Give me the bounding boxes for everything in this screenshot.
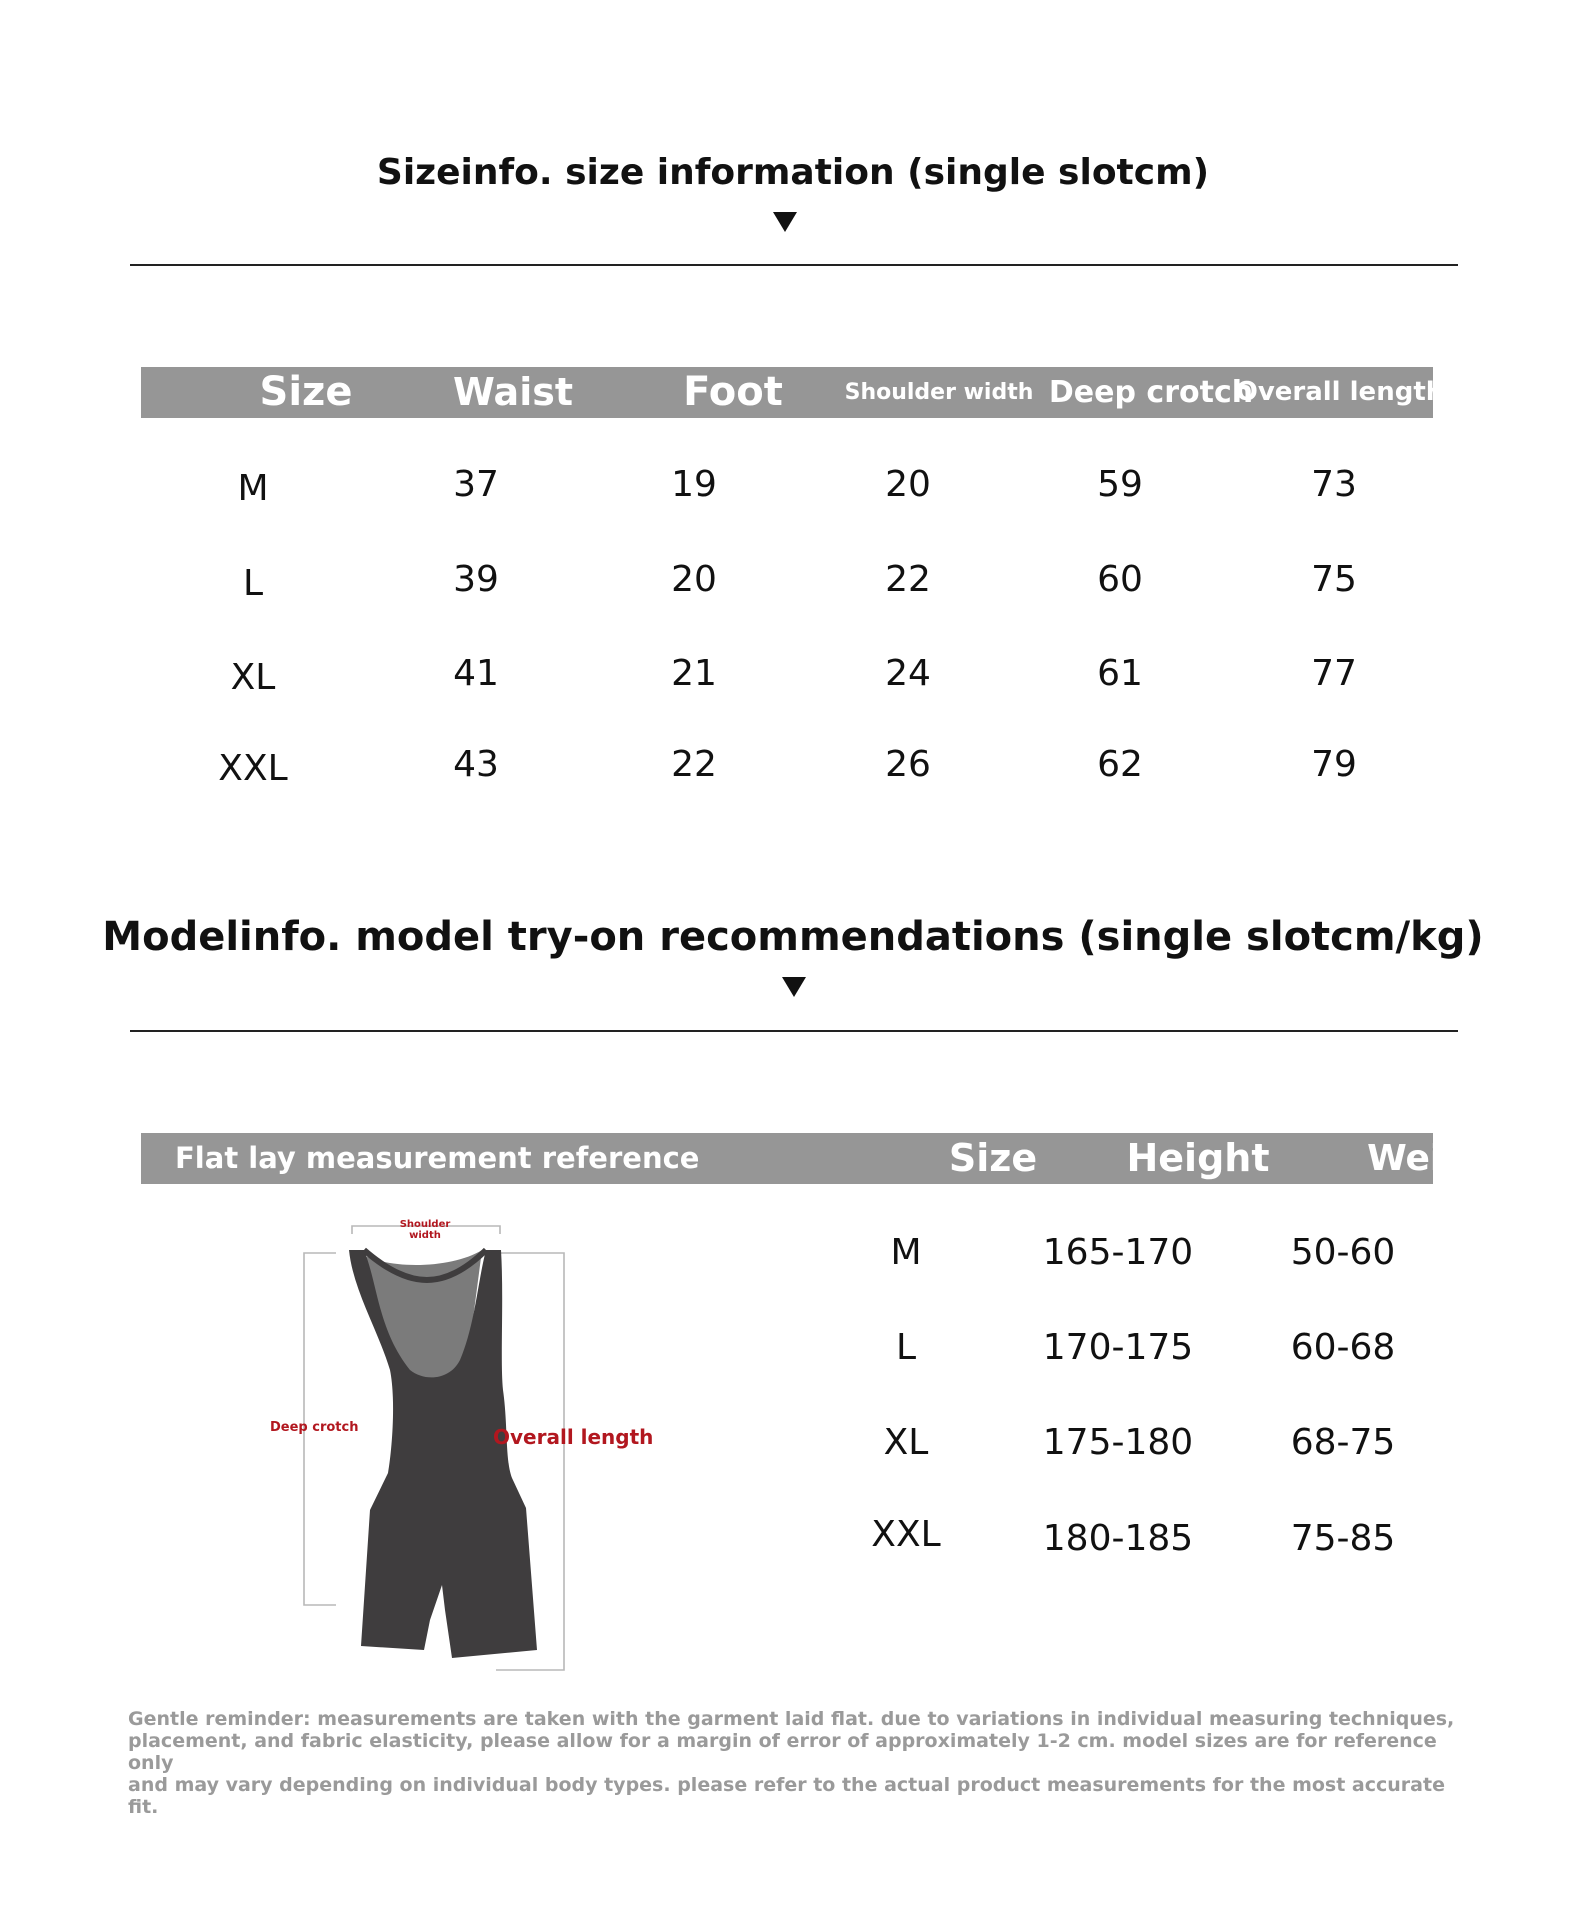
header-overall-length: Overall length [1235,377,1445,407]
table-cell-crotch: 62 [1097,744,1143,785]
table-cell-size: L [895,1327,917,1368]
header-waist: Waist [452,370,573,414]
header-flat-lay: Flat lay measurement reference [175,1141,700,1175]
table-cell-waist: 41 [453,653,499,694]
table-cell-height: 175-180 [1042,1422,1194,1463]
table-cell-size: XL [230,657,276,698]
table-cell-shoulder: 22 [885,559,931,600]
divider [130,264,1458,266]
table-cell-size: XXL [871,1514,941,1555]
table-cell-height: 170-175 [1042,1327,1194,1368]
header-shoulder-width: Shoulder width [844,380,1034,405]
header-size: Size [948,1136,1038,1180]
model-info-title: Modelinfo. model try-on recommendations (single slotcm/kg) [102,914,1484,960]
table-cell-size: XL [883,1422,929,1463]
table-cell-weight: 75-85 [1290,1518,1396,1559]
reminder-line-1: Gentle reminder: measurements are taken with the garment laid flat. due to variations in individual measuring techniques, [128,1708,1455,1730]
header-deep-crotch: Deep crotch [1048,375,1254,410]
table-cell-foot: 19 [671,464,717,505]
header-height: Height [1126,1136,1270,1180]
table-cell-crotch: 60 [1097,559,1143,600]
table-cell-length: 77 [1311,653,1357,694]
table-cell-weight: 60-68 [1290,1327,1396,1368]
header-size: Size [259,369,353,415]
table-cell-size: M [237,468,269,509]
table-cell-crotch: 61 [1097,653,1143,694]
label-shoulder-width-line1: Shoulder [399,1219,451,1230]
table-cell-size: XXL [218,748,288,789]
table-cell-size: M [890,1232,922,1273]
divider [130,1030,1458,1032]
label-shoulder-width [385,1219,465,1241]
label-shoulder-width-line2: width [409,1230,441,1241]
model-table-header [141,1133,1511,1184]
label-deep-crotch: Deep crotch [270,1420,359,1435]
table-cell-size: L [242,563,264,604]
table-cell-length: 75 [1311,559,1357,600]
table-cell-shoulder: 26 [885,744,931,785]
table-cell-weight: 68-75 [1290,1422,1396,1463]
down-arrow-icon [782,977,806,997]
reminder-line-2: placement, and fabric elasticity, please allow for a margin of error of approximately 1-2 cm. model sizes are for reference only [128,1730,1437,1774]
table-cell-length: 79 [1311,744,1357,785]
table-cell-foot: 22 [671,744,717,785]
reminder-note [128,1708,1468,1818]
table-cell-height: 165-170 [1042,1232,1194,1273]
table-cell-foot: 21 [671,653,717,694]
table-cell-shoulder: 24 [885,653,931,694]
table-cell-foot: 20 [671,559,717,600]
table-cell-shoulder: 20 [885,464,931,505]
down-arrow-icon [773,212,797,232]
header-weight: Weight [1367,1138,1511,1179]
label-overall-length: Overall length [493,1425,654,1449]
table-cell-waist: 43 [453,744,499,785]
table-cell-waist: 39 [453,559,499,600]
reminder-line-3: and may vary depending on individual body types. please refer to the actual product measurements for the most accurate fit. [128,1774,1445,1818]
table-cell-weight: 50-60 [1290,1232,1396,1273]
table-cell-crotch: 59 [1097,464,1143,505]
table-cell-waist: 37 [453,464,499,505]
header-foot: Foot [683,369,783,415]
table-cell-length: 73 [1311,464,1357,505]
size-table-header [141,367,1445,418]
size-info-title: Sizeinfo. size information (single slotcm) [376,152,1210,193]
table-cell-height: 180-185 [1042,1518,1194,1559]
